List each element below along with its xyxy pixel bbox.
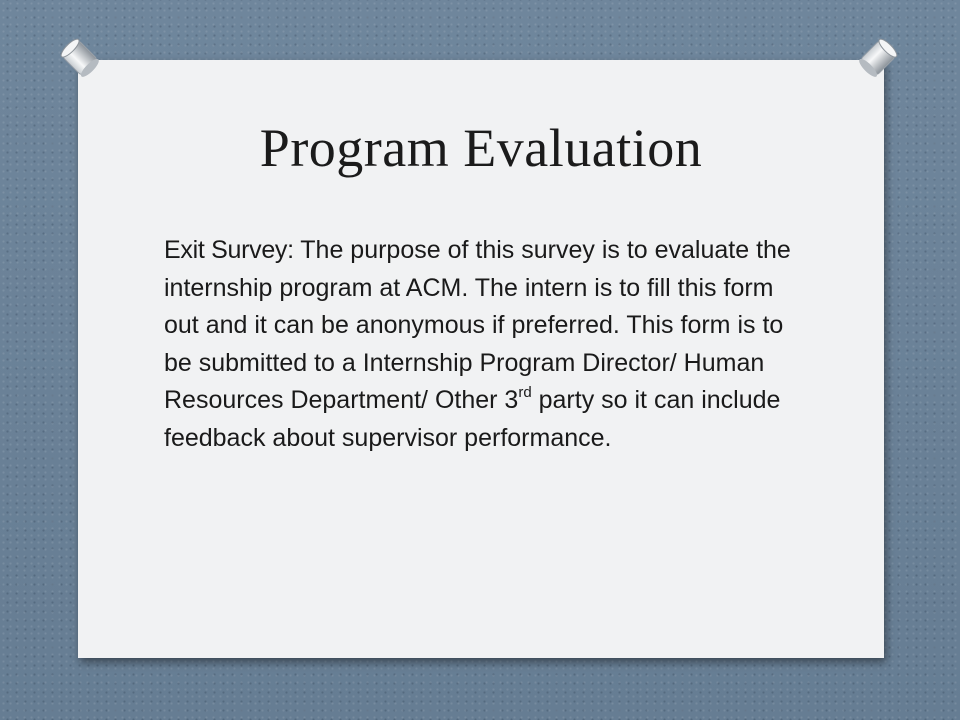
- slide-body: [164, 232, 804, 457]
- slide-title: Program Evaluation: [259, 118, 703, 178]
- body-text: The purpose of this survey is to evaluate the internship program at ACM. The intern is to fill this form out and it can be anonymous if preferred. This form is to be submitted to a Internship Program Director/ Human Resources Department/ Other 3: [164, 236, 791, 414]
- body-superscript: rd: [518, 383, 532, 401]
- pin-icon: [58, 36, 102, 80]
- pin-icon: [856, 36, 900, 80]
- body-tail: party so it can include feedback about supervisor performance.: [164, 386, 781, 452]
- body-lead: Exit Survey:: [164, 236, 294, 264]
